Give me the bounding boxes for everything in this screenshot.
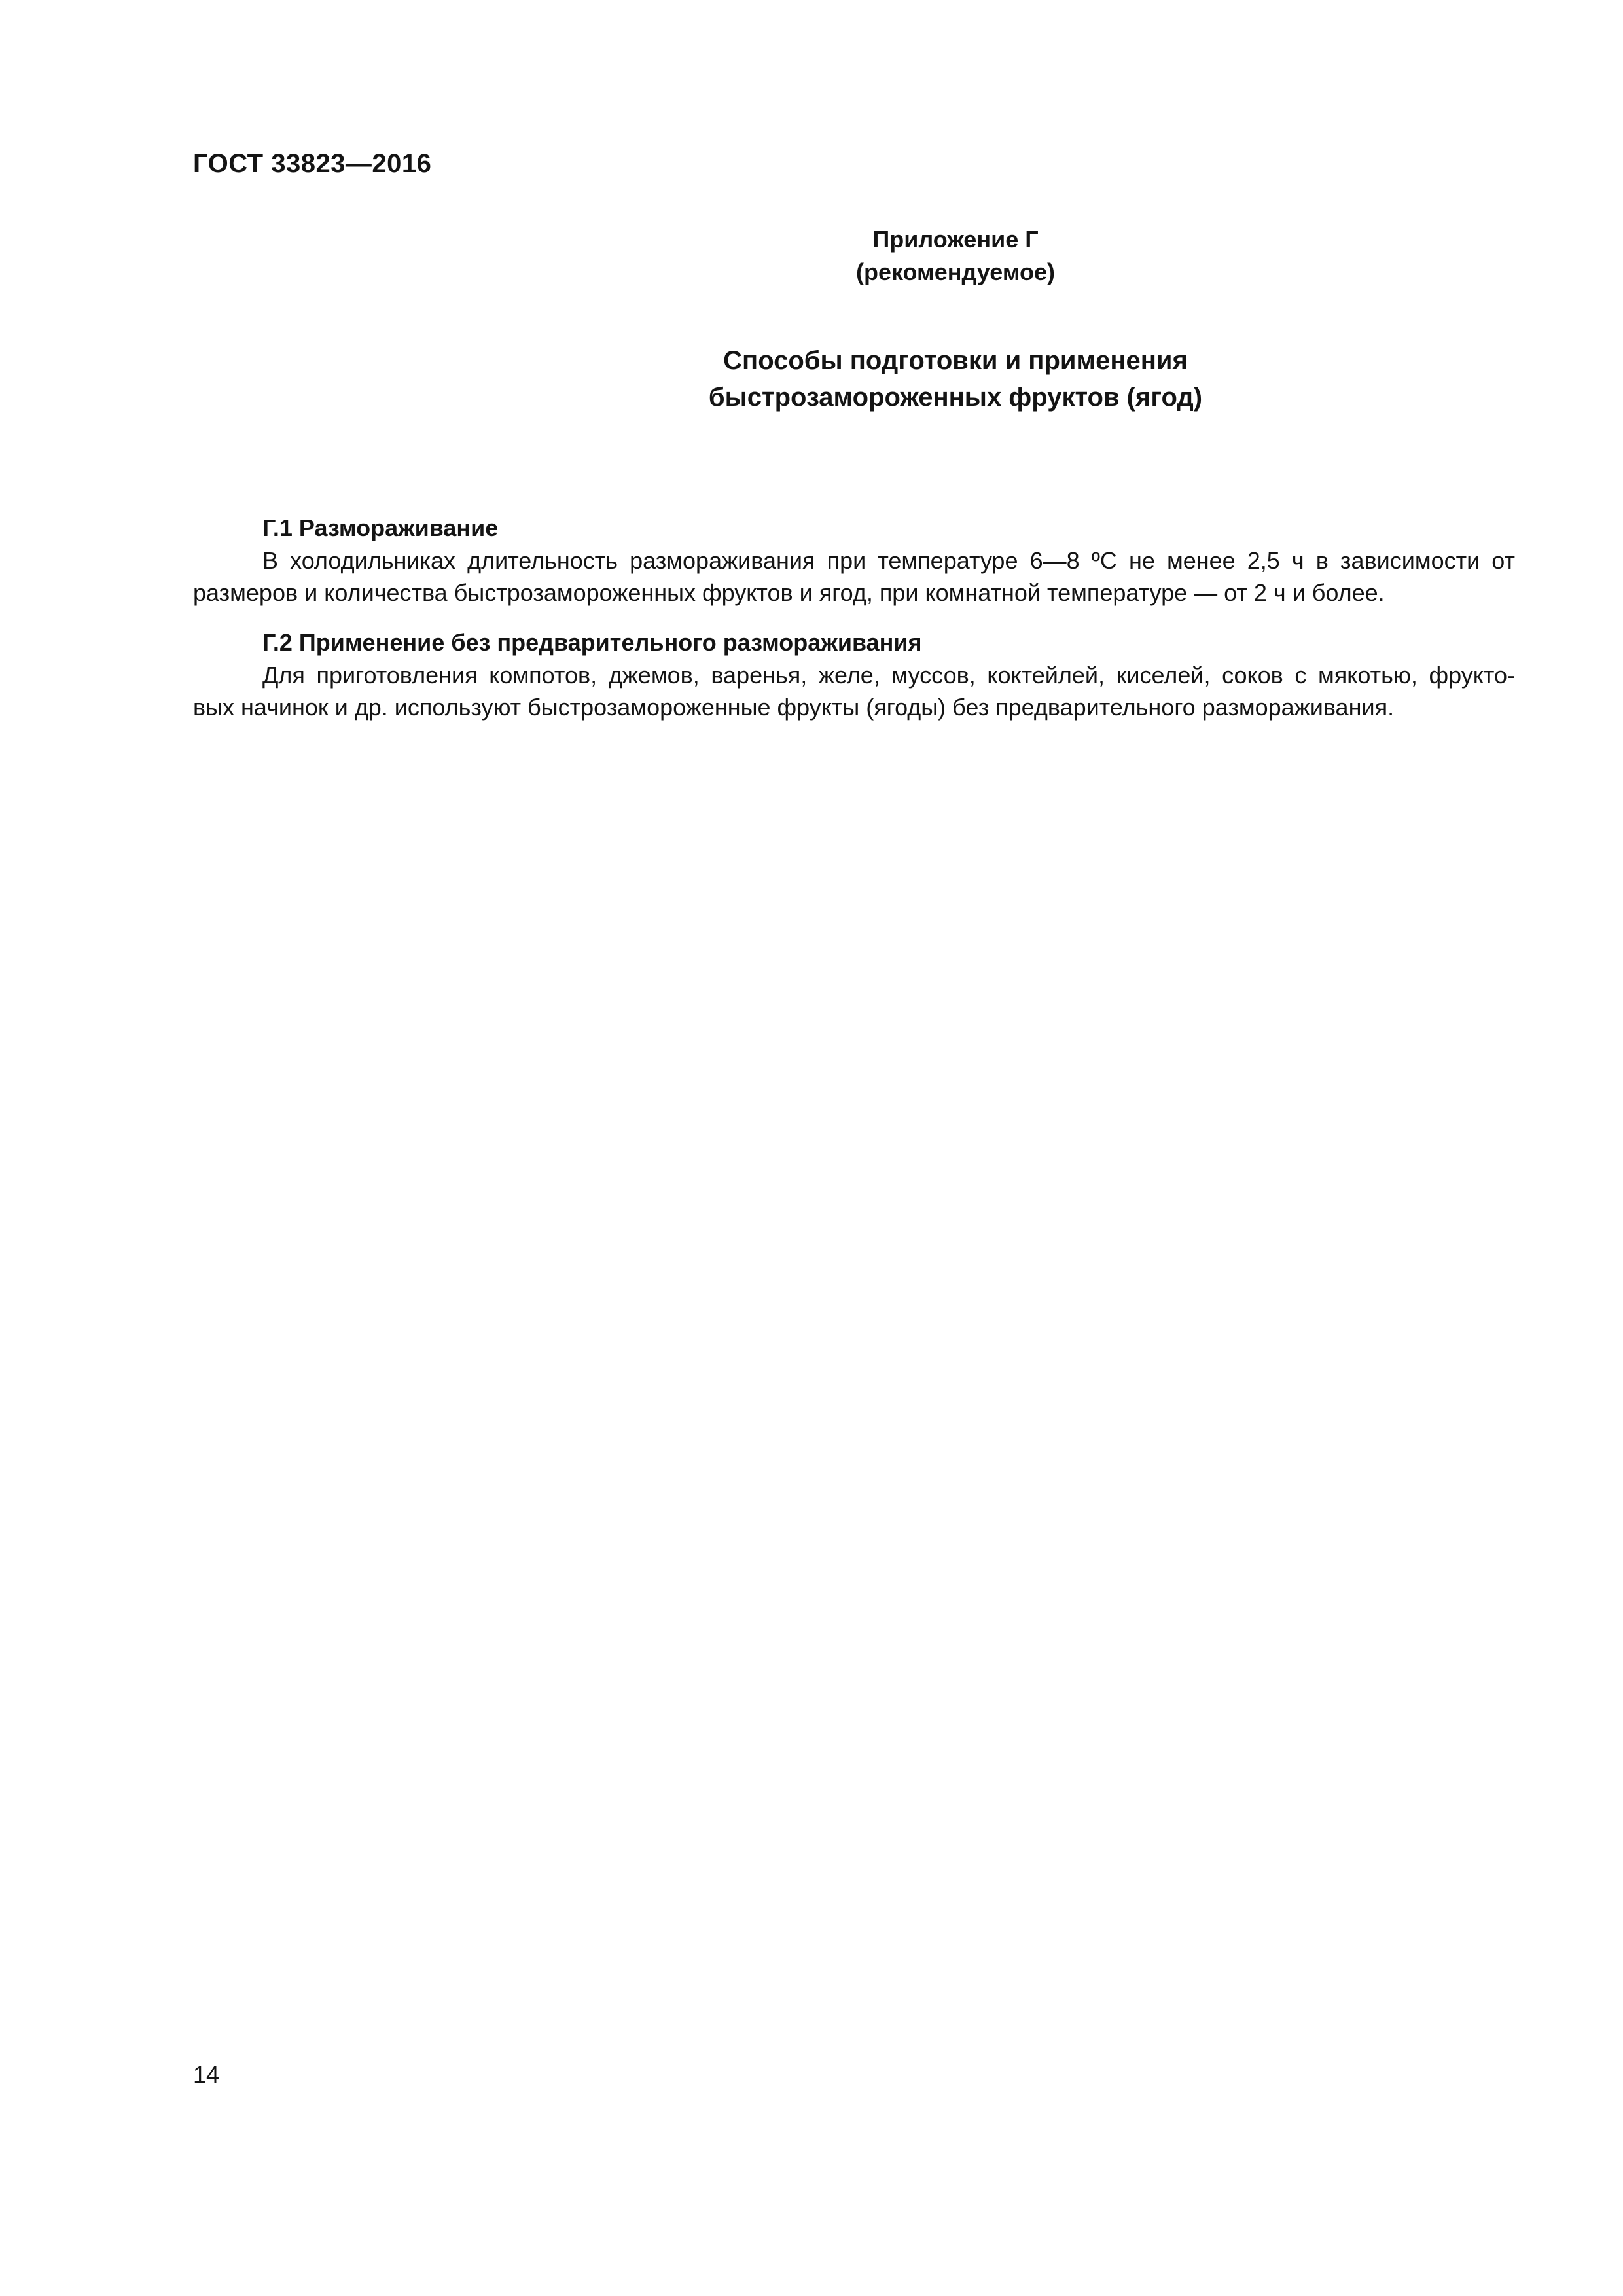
paragraph-line: вых начинок и др. используют быстрозамороженные фрукты (ягоды) без предварительного размораживания. (193, 694, 1395, 721)
section-heading: Г.1 Размораживание (262, 514, 499, 541)
section-heading: Г.2 Применение без предварительного размораживания (262, 629, 922, 656)
appendix-heading (193, 223, 1515, 289)
title-line-1: Способы подготовки и применения (723, 346, 1188, 375)
page-number: 14 (193, 2061, 220, 2088)
appendix-label: Приложение Г (872, 226, 1039, 253)
paragraph-line: В холодильниках длительность размораживания при температуре 6—8 ºС не менее 2,5 ч в зависимости от (262, 547, 1515, 574)
document-code: ГОСТ 33823—2016 (193, 149, 432, 178)
appendix-status: (рекомендуемое) (856, 259, 1055, 285)
section-g1 (193, 512, 1515, 609)
appendix-title (193, 342, 1515, 416)
paragraph-line: размеров и количества быстрозамороженных фруктов и ягод, при комнатной температуре — от 2 ч и более. (193, 579, 1385, 606)
title-line-2: быстрозамороженных фруктов (ягод) (708, 383, 1203, 412)
paragraph-line: Для приготовления компотов, джемов, варенья, желе, муссов, коктейлей, киселей, соков с мякотью, фрукто- (262, 662, 1515, 689)
section-g2 (193, 626, 1515, 723)
